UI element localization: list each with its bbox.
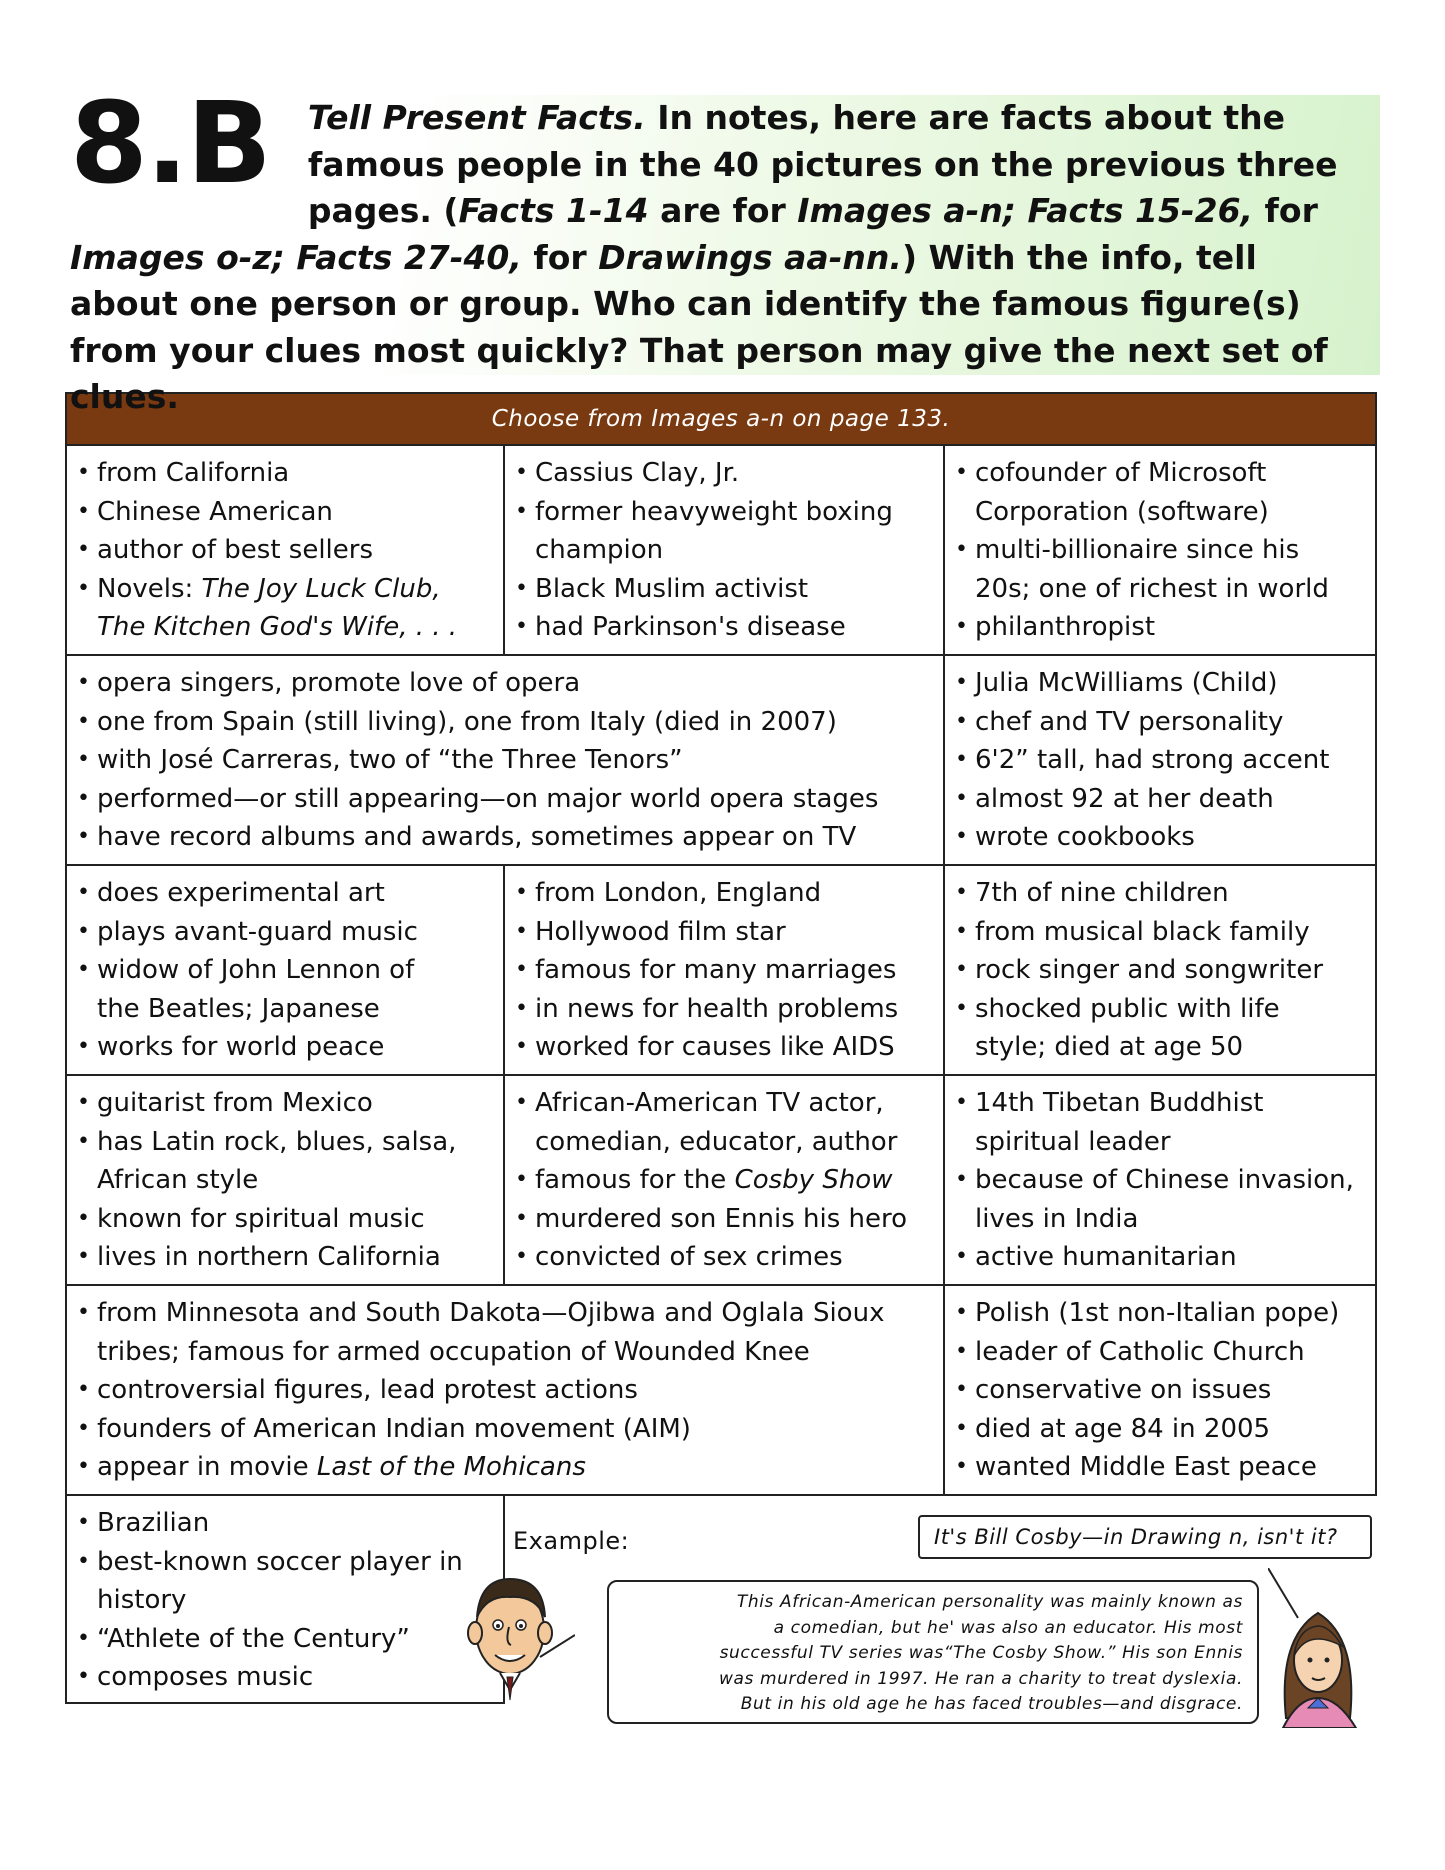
fact-cell-13 (943, 1284, 1377, 1496)
list-item-continued: African style (97, 1165, 259, 1195)
list-item-continued: Corporation (software) (975, 496, 1269, 527)
list-item: • one from Spain (still living), one from Italy (died in 2007) (75, 703, 937, 742)
list-item-continued: The Kitchen God's Wife, . . . (97, 612, 458, 642)
woman-cartoon-icon (1268, 1568, 1368, 1728)
speech-line: This African-American personality was mainly known as (736, 1592, 1243, 1612)
list-item: • cofounder of Microsoft (953, 454, 1369, 493)
exercise-number: 8.B (70, 79, 270, 209)
list-item: • Polish (1st non-Italian pope) (953, 1294, 1369, 1333)
fact-cell-7 (503, 864, 945, 1076)
list-item: • almost 92 at her death (953, 780, 1369, 819)
list-item-continued: comedian, educator, author (535, 1126, 898, 1157)
list-item: • opera singers, promote love of opera (75, 664, 937, 703)
list-item: • murdered son Ennis his hero (513, 1200, 937, 1239)
list-item: • in news for health problems (513, 990, 937, 1029)
list-item: • Brazilian (75, 1504, 497, 1543)
list-item: • with José Carreras, two of “the Three Tenors” (75, 741, 937, 780)
list-item: • convicted of sex crimes (513, 1238, 937, 1277)
list-item: • appear in movie Last of the Mohicans (75, 1448, 937, 1487)
list-item: • wrote cookbooks (953, 818, 1369, 857)
fact-cell-9 (65, 1074, 505, 1286)
list-item: • best-known soccer player in (75, 1543, 497, 1582)
list-item: • shocked public with life (953, 990, 1369, 1029)
fact-cell-3 (943, 444, 1377, 656)
instructions-title: Tell Present Facts. (307, 98, 646, 137)
man-cartoon-icon (455, 1565, 575, 1725)
list-item: • 7th of nine children (953, 874, 1369, 913)
fact-cell-4 (65, 654, 945, 866)
list-item: • philanthropist (953, 608, 1369, 647)
list-item: • from London, England (513, 874, 937, 913)
list-item: • conservative on issues (953, 1371, 1369, 1410)
speech-line: a comedian, but he' was also an educator. His most (773, 1617, 1243, 1638)
list-item: • Julia McWilliams (Child) (953, 664, 1369, 703)
list-item: • leader of Catholic Church (953, 1333, 1369, 1372)
list-item: • Cassius Clay, Jr. (513, 454, 937, 493)
fact-cell-8 (943, 864, 1377, 1076)
fact-cell-12 (65, 1284, 945, 1496)
list-item-continued: lives in India (975, 1203, 1139, 1234)
list-item: • does experimental art (75, 874, 497, 913)
list-item: • Chinese American (75, 493, 497, 532)
list-item: • Black Muslim activist (513, 570, 937, 609)
list-item: • because of Chinese invasion, (953, 1161, 1369, 1200)
speech-line: But in his old age he has faced troubles—and disgrace. (740, 1694, 1243, 1714)
instructions: Tell Present Facts. In notes, here are facts about the famous people in the 40 pictures on the previous three pages. (Facts 1-14 are for Images a-n; Facts 15-26, for Images o-z; Facts 27-40, for Drawings aa-nn.) With the info, tell about one person or group. Who can identify the famous figure(s) from your clues most quickly? That person may give the next set of clues. (70, 98, 1338, 416)
list-item: • wanted Middle East peace (953, 1448, 1369, 1487)
list-item: • controversial figures, lead protest actions (75, 1371, 937, 1410)
list-item: • founders of American Indian movement (AIM) (75, 1410, 937, 1449)
fact-cell-5 (943, 654, 1377, 866)
example-speech-bubble (607, 1580, 1259, 1724)
list-item: • from musical black family (953, 913, 1369, 952)
list-item: • rock singer and songwriter (953, 951, 1369, 990)
list-item: • performed—or still appearing—on major world opera stages (75, 780, 937, 819)
list-item: • former heavyweight boxing (513, 493, 937, 532)
list-item-continued: champion (535, 535, 664, 565)
list-item: • African-American TV actor, (513, 1084, 937, 1123)
fact-cell-14 (65, 1494, 505, 1704)
list-item: • have record albums and awards, sometimes appear on TV (75, 818, 937, 857)
list-item: • known for spiritual music (75, 1200, 497, 1239)
list-item: • 14th Tibetan Buddhist (953, 1084, 1369, 1123)
list-item: • lives in northern California (75, 1238, 497, 1277)
list-item: • author of best sellers (75, 531, 497, 570)
list-item: • had Parkinson's disease (513, 608, 937, 647)
fact-cell-11 (943, 1074, 1377, 1286)
list-item-continued: tribes; famous for armed occupation of Wounded Knee (97, 1336, 810, 1367)
header (70, 79, 1350, 421)
list-item-continued: style; died at age 50 (975, 1032, 1244, 1062)
speech-line: was murdered in 1997. He ran a charity to treat dyslexia. (719, 1668, 1243, 1689)
list-item-continued: 20s; one of richest in world (975, 573, 1329, 604)
list-item: • widow of John Lennon of (75, 951, 497, 990)
list-item: • 6'2” tall, had strong accent (953, 741, 1369, 780)
list-item: • works for world peace (75, 1028, 497, 1067)
table-caption: Choose from Images a-n on page 133. (65, 392, 1377, 446)
list-item: • plays avant-guard music (75, 913, 497, 952)
list-item: • multi-billionaire since his (953, 531, 1369, 570)
list-item-continued: the Beatles; Japanese (97, 993, 380, 1024)
list-item: • from Minnesota and South Dakota—Ojibwa and Oglala Sioux (75, 1294, 937, 1333)
fact-cell-10 (503, 1074, 945, 1286)
list-item: • guitarist from Mexico (75, 1084, 497, 1123)
list-item: • worked for causes like AIDS (513, 1028, 937, 1067)
example-label: Example: (513, 1527, 630, 1555)
list-item: • died at age 84 in 2005 (953, 1410, 1369, 1449)
list-item: • famous for the Cosby Show (513, 1161, 937, 1200)
list-item-continued: history (97, 1585, 187, 1615)
speech-line: successful TV series was“The Cosby Show.” His son Ennis (719, 1643, 1243, 1663)
list-item: • has Latin rock, blues, salsa, (75, 1123, 497, 1162)
reply-speech-bubble: It's Bill Cosby—in Drawing n, isn't it? (918, 1515, 1372, 1559)
list-item-continued: spiritual leader (975, 1126, 1171, 1157)
fact-cell-2 (503, 444, 945, 656)
list-item: • from California (75, 454, 497, 493)
list-item: • chef and TV personality (953, 703, 1369, 742)
fact-cell-1 (65, 444, 505, 656)
list-item: • Hollywood film star (513, 913, 937, 952)
list-item: • Novels: The Joy Luck Club, (75, 570, 497, 609)
list-item: • “Athlete of the Century” (75, 1620, 497, 1659)
list-item: • active humanitarian (953, 1238, 1369, 1277)
list-item: • composes music (75, 1658, 497, 1697)
list-item: • famous for many marriages (513, 951, 937, 990)
fact-cell-6 (65, 864, 505, 1076)
